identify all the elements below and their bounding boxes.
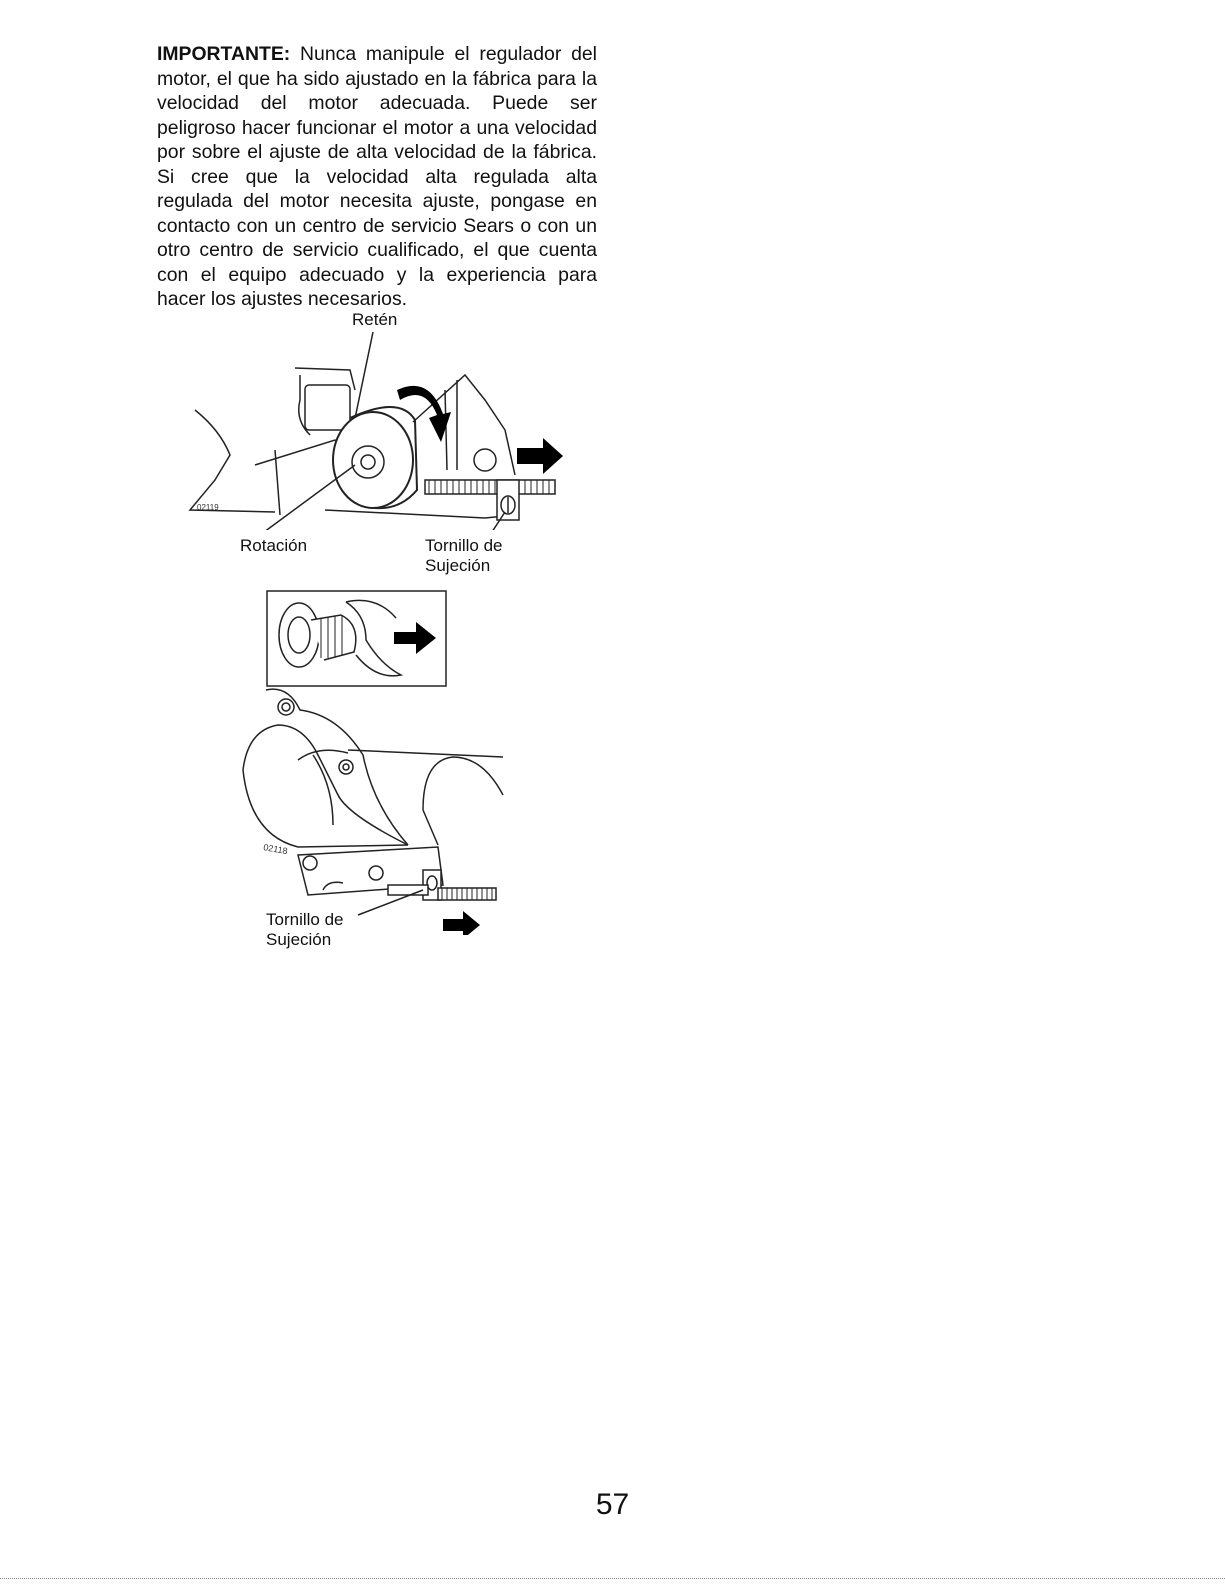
page-number: 57 [595, 1488, 630, 1521]
throttle-mechanism-illustration [185, 330, 570, 530]
engine-clamp-screw-illustration [238, 685, 508, 935]
figure1-code: 02119 [197, 503, 219, 512]
footer-rule [0, 1578, 1225, 1579]
importante-lead: IMPORTANTE: [157, 43, 291, 65]
importante-paragraph [157, 42, 597, 312]
label-tornillo-de-2: Tornillo de [266, 910, 344, 929]
hand-turning-knob-inset [266, 590, 447, 687]
label-tornillo-de-1: Tornillo de [425, 536, 503, 555]
label-sujecion-2: Sujeción [266, 930, 332, 949]
label-sujecion-1: Sujeción [425, 556, 491, 575]
figure2-code: 02118 [262, 842, 289, 857]
label-rotacion: Rotación [240, 536, 308, 555]
label-reten: Retén [352, 310, 398, 329]
importante-body: Nunca manipule el regulador del motor, el que ha sido ajustado en la fábrica para la velocidad del motor adecuada. Puede ser peligroso hacer funcionar el motor a una velocidad por sobre el ajuste de alta velocidad de la fábrica. Si cree que la velocidad alta regulada alta regulada del motor necesita ajuste, pongase en contacto con un centro de servicio Sears o con un otro centro de servicio cualificado, el que cuenta con el equipo adecuado y la experiencia para hacer los ajustes necesarios. [157, 43, 597, 310]
